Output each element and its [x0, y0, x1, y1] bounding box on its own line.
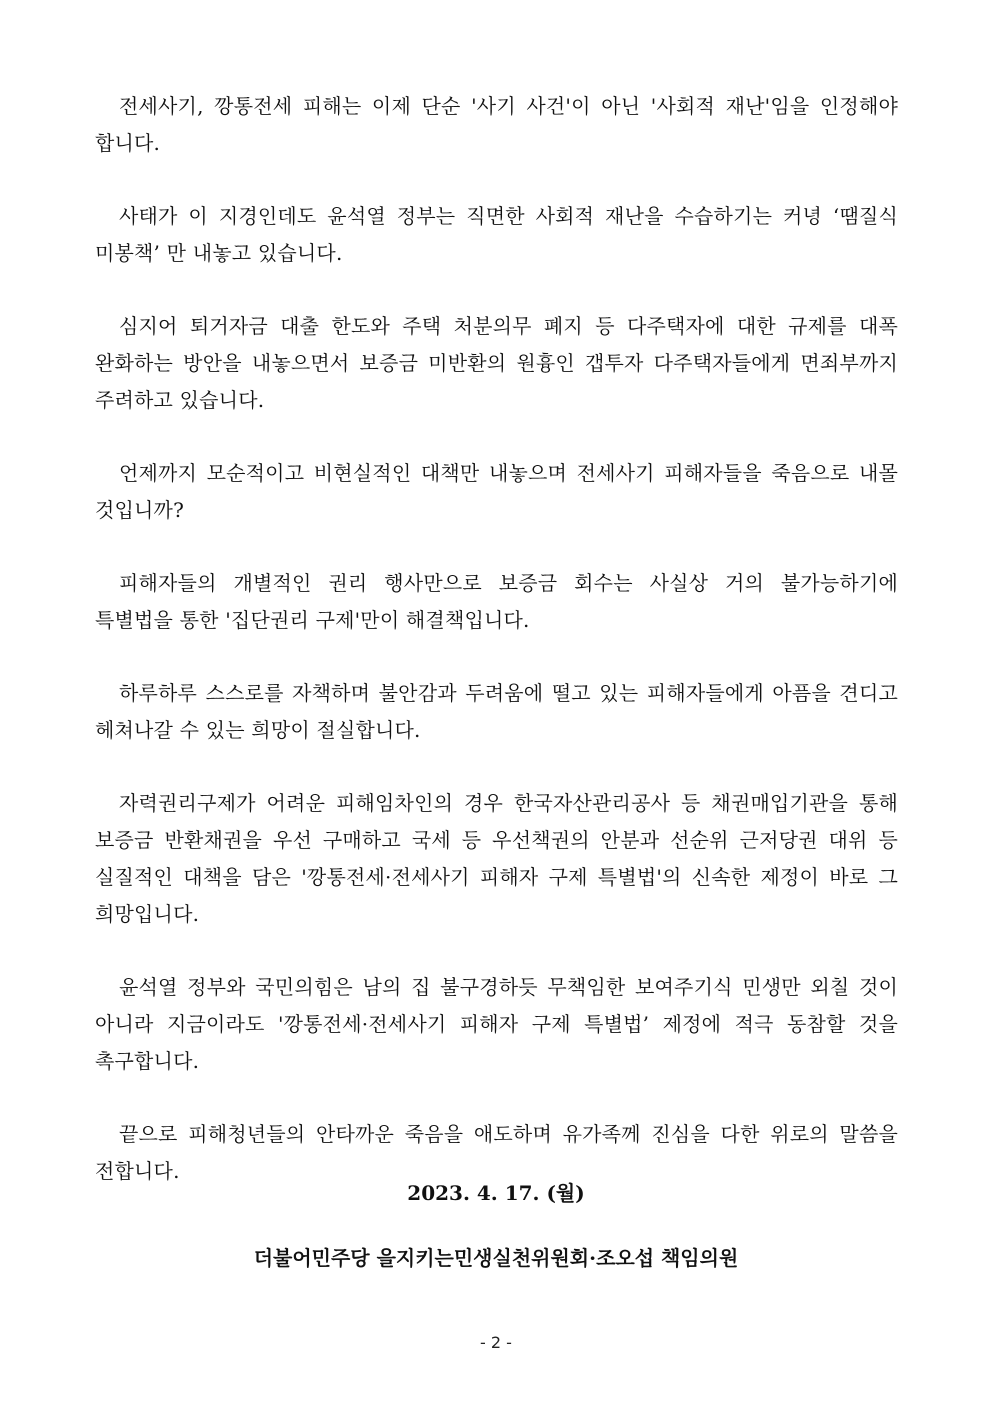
paragraph: 심지어 퇴거자금 대출 한도와 주택 처분의무 폐지 등 다주택자에 대한 규제를 대폭 완화하는 방안을 내놓으면서 보증금 미반환의 원흉인 갭투자 다주택자들에게 면죄부까지 주려하고 있습니다.	[95, 314, 898, 412]
paragraph: 사태가 이 지경인데도 윤석열 정부는 직면한 사회적 재난을 수습하기는 커녕 ‘땜질식 미봉책’ 만 내놓고 있습니다.	[95, 204, 898, 265]
paragraph: 자력권리구제가 어려운 피해임차인의 경우 한국자산관리공사 등 채권매입기관을 통해 보증금 반환채권을 우선 구매하고 국세 등 우선책권의 안분과 선순위 근저당권 대위 등 실질적인 대책을 담은 '깡통전세·전세사기 피해자 구제 특별법'의 신속한 제정이 바로 그 희망입니다.	[95, 791, 898, 926]
paragraph: 끝으로 피해청년들의 안타까운 죽음을 애도하며 유가족께 진심을 다한 위로의 말씀을 전합니다.	[95, 1122, 898, 1183]
signature-line: 더불어민주당 을지키는민생실천위원회·조오섭 책임의원	[253, 1246, 739, 1270]
paragraph: 전세사기, 깡통전세 피해는 이제 단순 '사기 사건'이 아닌 '사회적 재난'임을 인정해야 합니다.	[95, 94, 898, 155]
paragraph: 하루하루 스스로를 자책하며 불안감과 두려움에 떨고 있는 피해자들에게 아픔을 견디고 헤쳐나갈 수 있는 희망이 절실합니다.	[95, 681, 898, 742]
paragraph: 언제까지 모순적이고 비현실적인 대책만 내놓으며 전세사기 피해자들을 죽음으로 내몰 것입니까?	[95, 461, 898, 522]
statement-body	[95, 88, 898, 1226]
paragraph: 윤석열 정부와 국민의힘은 남의 집 불구경하듯 무책임한 보여주기식 민생만 외칠 것이 아니라 지금이라도 '깡통전세·전세사기 피해자 구제 특별법’ 제정에 적극 동참할 것을 촉구합니다.	[95, 975, 898, 1073]
paragraph: 피해자들의 개별적인 권리 행사만으로 보증금 회수는 사실상 거의 불가능하기에 특별법을 통한 '집단권리 구제'만이 해결책입니다.	[95, 571, 898, 632]
page-number: - 2 -	[480, 1333, 512, 1352]
statement-date: 2023. 4. 17. (월)	[407, 1181, 585, 1205]
